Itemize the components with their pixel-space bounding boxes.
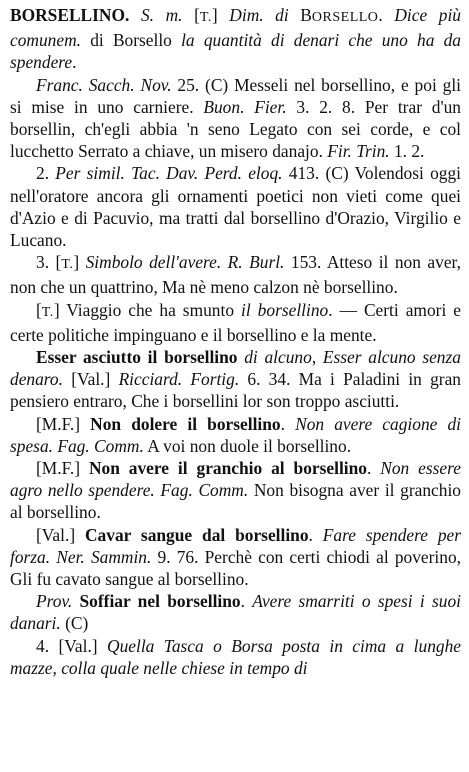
text-run: B [288,5,312,25]
italic-phrase: Ricciard. Fortig. [118,369,240,390]
text-run: A voi non duole il borsellino. [143,435,352,456]
text-run: Non bisogna aver il granchio al borsellino. [10,480,461,523]
bold-phrase: . [125,5,141,25]
text-run: 6. 34. Ma i Paladini in gran pensiero entraro, Che i borsellini lor son troppo asciutti. [10,369,461,412]
entry-paragraph [10,413,461,457]
text-run: . [367,458,381,479]
italic-phrase: Non avere cagione di spesa. Fag. Comm. [10,413,462,456]
italic-phrase: Non essere agro nello spendere. Fag. Comm. [10,458,461,501]
text-run: 153. Atteso il non aver, non che un quattrino, Ma nè meno calzon nè borsellino. [10,252,461,298]
text-run: . — Certi amori e certe politiche impinguano e il borsellino e la mente. [10,299,461,345]
entry-paragraph [10,74,461,163]
italic-phrase: Fir. Trin. [327,141,390,162]
bold-phrase: BORSELLINO [10,5,126,25]
text-run: 1. 2. [389,141,425,162]
italic-phrase: Fare spendere per forza. Ner. Sammin. [10,524,462,567]
italic-phrase: Dim. di [229,5,289,25]
italic-phrase: Avere smarriti o spesi i suoi danari. [10,591,462,634]
text-run: 4. [Val.] [36,635,108,656]
text-run: , [311,347,323,368]
italic-phrase: Buon. Fier. [203,96,287,117]
entry-paragraph [10,635,461,679]
italic-phrase: Dice più comunem. [10,5,461,51]
italic-phrase: Franc. Sacch. Nov. [36,74,172,95]
text-run: [M.F.] [36,413,91,434]
italic-phrase: Esser alcuno senza denaro. [10,347,461,390]
text-run: . [240,591,253,612]
italic-phrase: Prov. [36,591,73,612]
text-run: ] [211,5,230,25]
bold-phrase: Non dolere il borsellino [90,413,281,434]
italic-phrase: di alcuno [237,347,312,368]
bold-phrase: Cavar sangue dal borsellino [85,524,309,545]
small-caps-text: T. [61,257,74,273]
text-run: . [308,524,323,545]
text-run: [ [182,5,200,25]
entry-paragraph [10,457,461,524]
text-run: . [72,52,77,73]
entry-headword-paragraph [10,4,461,74]
text-run: 9. 76. Perchè con certi chiodi al poverino, Gli fu cavato sangue al borsellino. [10,546,461,590]
italic-phrase: il borsellino [241,299,329,320]
text-run: 3. [ [36,252,62,273]
text-run: [M.F.] [36,458,89,479]
text-run: ] Viaggio che ha smunto [53,299,242,320]
italic-phrase: la quantità di denari che uno ha da spendere [10,30,461,73]
entry-paragraph [10,346,461,413]
bold-phrase: Soffiar nel borsellino [79,591,241,612]
italic-phrase: Simbolo dell'avere. R. Burl. [85,252,285,273]
text-run: 2. [36,163,56,184]
text-run: 25. (C) Messeli nel borsellino, e poi gli si mise in uno carniere. [10,74,462,117]
text-run: di Borsello [81,30,182,51]
text-run: ] [73,252,86,273]
text-run: [Val.] [36,524,85,545]
entry-paragraph [10,590,461,634]
text-run: 3. 2. 8. Per trar d'un borsellin, ch'egli abbia 'n seno Legato con sei corde, e col lucchetto Serrato a chiave, un misero danajo. [10,96,461,162]
italic-phrase: Quella Tasca o Borsa posta in cima a lunghe mazze, colla quale nelle chiese in tempo di [10,635,461,678]
entry-paragraph [10,162,461,251]
text-run: . [378,5,395,25]
small-caps-text: T. [199,10,212,25]
italic-phrase: Per simil. Tac. Dav. Perd. eloq. [55,163,283,184]
text-run: . [280,413,296,434]
text-run: [Val.] [62,369,119,390]
text-run: [ [36,299,42,320]
entry-paragraph [10,524,461,591]
text-run [72,591,79,611]
bold-phrase: Non avere il granchio al borsellino [88,458,367,479]
text-run: 413. (C) Volendosi oggi nell'oratore ancora gli ornamenti poetici non vieti come quei d'Azio e di Pacuvio, ma tratti dal borsellino d'Orazio, Virgilio e Lucano. [10,163,461,251]
bold-phrase: Esser asciutto il borsellino [36,347,238,368]
small-caps-text: T. [41,304,54,320]
text-run: (C) [60,613,89,634]
entry-paragraph [10,299,461,346]
italic-phrase: S. m. [140,5,183,25]
small-caps-text: ORSELLO [311,10,379,25]
entry-paragraph [10,251,461,298]
